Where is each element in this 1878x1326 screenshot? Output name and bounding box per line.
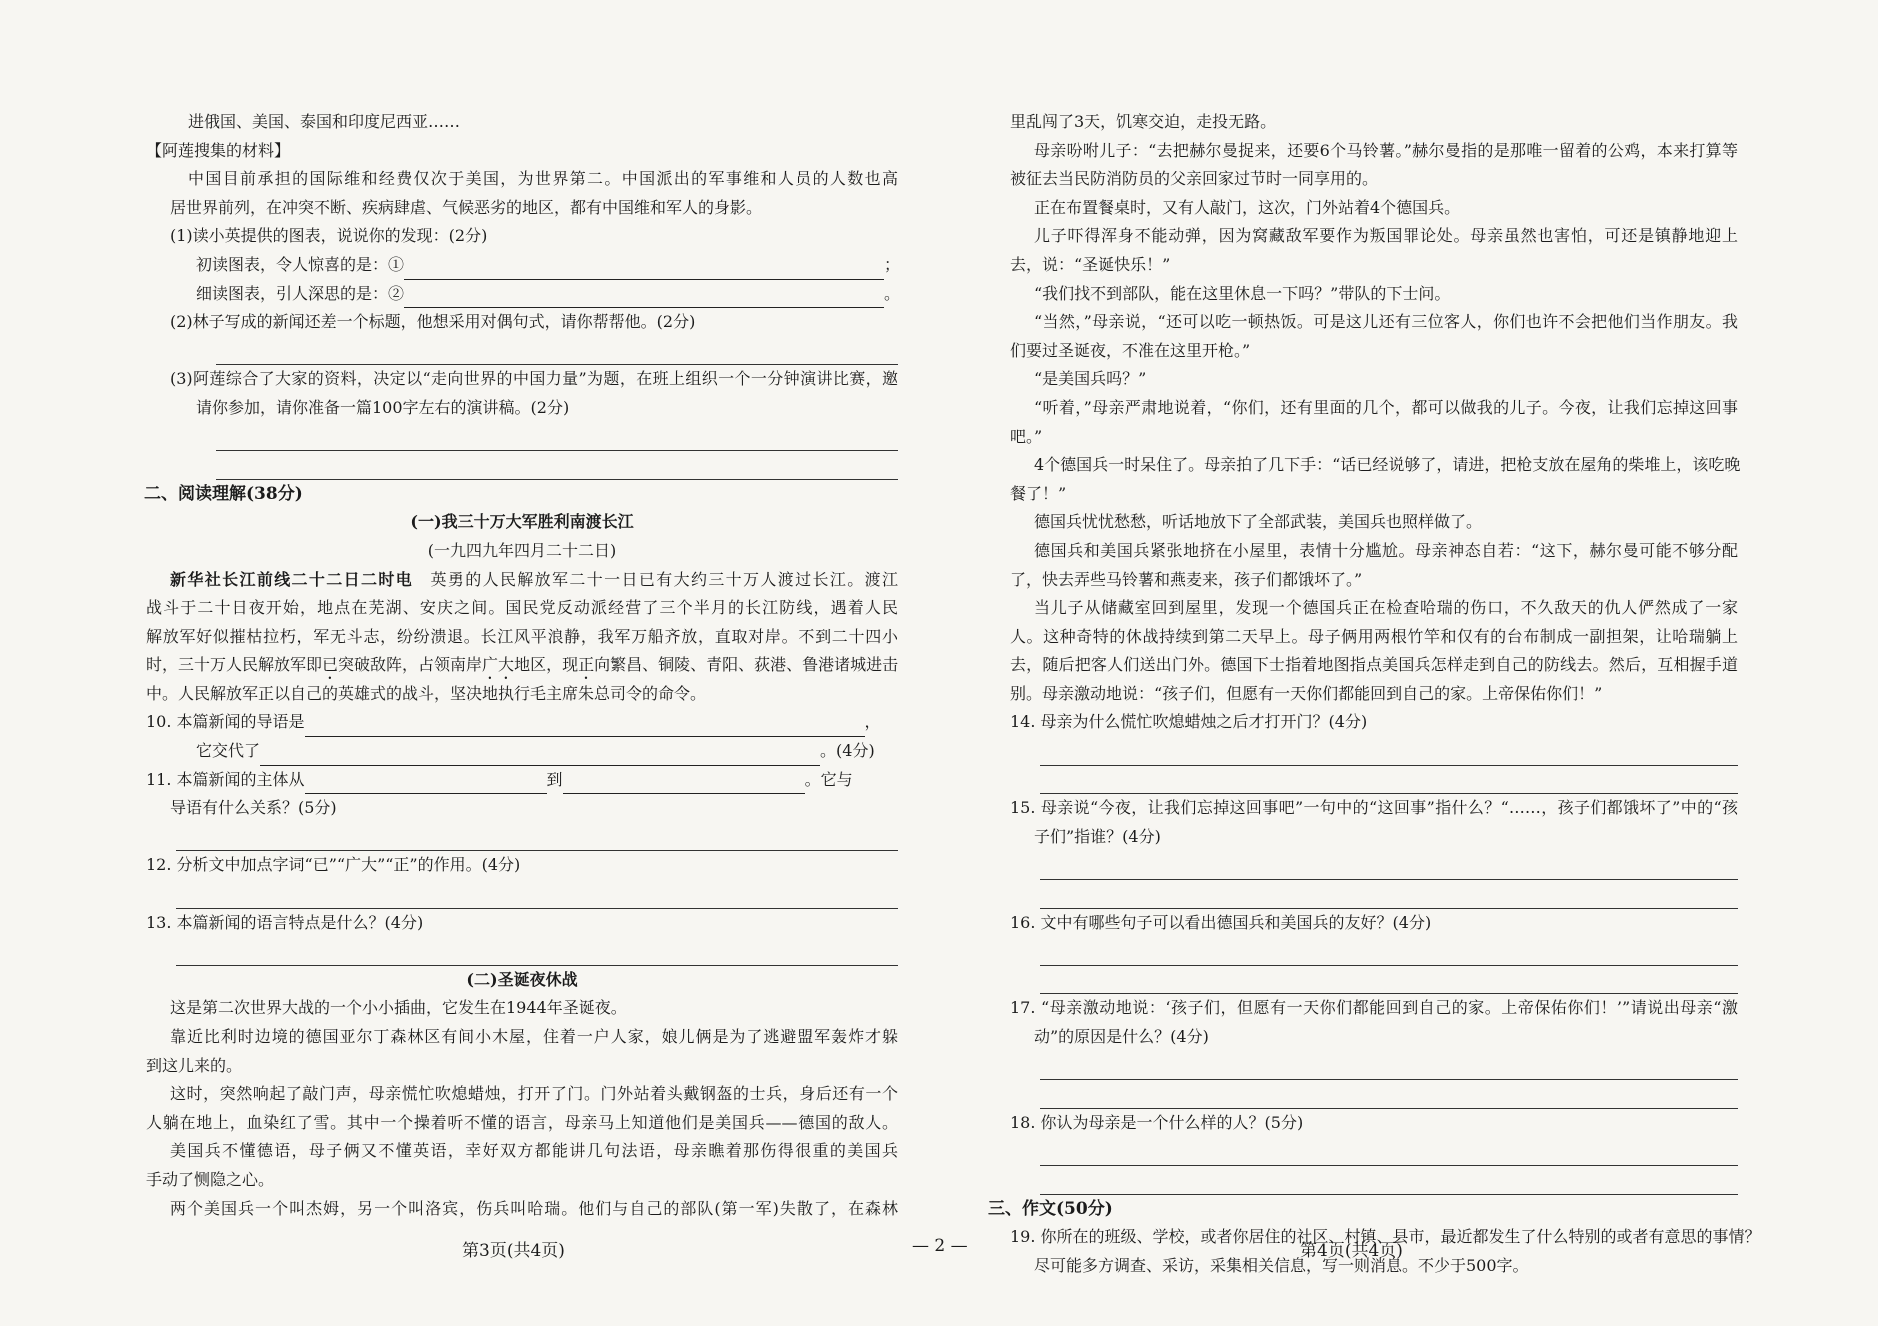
article-1-date: (一九四九年四月二十二日): [427, 540, 617, 560]
answer-line[interactable]: [176, 823, 898, 852]
answer-blank-10b[interactable]: [260, 749, 820, 766]
answer-line[interactable]: [216, 337, 898, 366]
answer-line[interactable]: [1040, 737, 1738, 766]
article-1-line: 战斗于二十日夜开始，地点在芜湖、安庆之间。国民党反动派经营了三个半月的长江防线，遇着人民: [146, 598, 898, 618]
story-line: 了，快去弄些马铃薯和燕麦来，孩子们都饿坏了。”: [1010, 569, 1363, 589]
article-2-line: 这是第二次世界大战的一个小小插曲，它发生在1944年圣诞夜。: [170, 998, 627, 1018]
question-19-prompt: 19. 你所在的班级、学校，或者你居住的社区、村镇、县市，最近都发生了什么特别的或者有意思的事情？: [1010, 1227, 1761, 1247]
story-line: 儿子吓得浑身不能动弹，因为窝藏敌军要作为叛国罪论处。母亲虽然也害怕，可还是镇静地迎上: [1034, 226, 1738, 246]
article-2-line: 到这儿来的。: [146, 1055, 243, 1075]
story-line: 4个德国兵一时呆住了。母亲拍了几下手：“话已经说够了，请进，把枪支放在屋角的柴堆上，该吃晚: [1034, 455, 1741, 475]
article-1-lead: 新华社长江前线二十二日二时电: [170, 569, 414, 589]
answer-line[interactable]: [1040, 937, 1738, 966]
question-11-end: 。它与: [804, 769, 853, 789]
answer-line[interactable]: [1040, 766, 1738, 795]
section-heading-composition: 三、作文(50分): [988, 1198, 1113, 1219]
text-segment: 突破敌阵，占领南岸: [338, 655, 483, 675]
article-2-line: 人躺在地上，血染红了雪。其中一个操着听不懂的语言，母亲马上知道他们是美国兵——德国的敌人。: [146, 1112, 898, 1132]
answer-blank-11a[interactable]: [305, 777, 547, 794]
story-line: 德国兵忧忧愁愁，听话地放下了全部武装，美国兵也照样做了。: [1034, 512, 1483, 532]
answer-line[interactable]: [216, 423, 898, 452]
story-line: 吧。”: [1010, 426, 1043, 446]
question-3-prompt: (3)阿莲综合了大家的资料，决定以“走向世界的中国力量”为题，在班上组织一个一分钟演讲比赛，邀: [170, 369, 898, 389]
question-16-prompt: 16. 文中有哪些句子可以看出德国兵和美国兵的友好？(4分): [1010, 912, 1432, 932]
story-line: 当儿子从储藏室回到屋里，发现一个德国兵正在检查哈瑞的伤口，不久敌天的仇人俨然成了一家: [1034, 598, 1738, 618]
article-2-title: (二)圣诞夜休战: [466, 969, 578, 989]
question-1a-end: ；: [884, 254, 901, 274]
sheet-number: — 2 —: [912, 1236, 968, 1256]
story-line: 别。母亲激动地说：“孩子们，但愿有一天你们都能回到自己的家。上帝保佑你们！”: [1010, 683, 1603, 703]
story-line: 人。这种奇特的休战持续到第二天早上。母子俩用两根竹竿和仅有的台布制成一副担架，让哈瑞躺上: [1010, 626, 1738, 646]
story-line: 德国兵和美国兵紧张地挤在小屋里，表情十分尴尬。母亲神态自若：“这下，赫尔曼可能不够分配: [1034, 540, 1738, 560]
article-1-line: 解放军好似摧枯拉朽，军无斗志，纷纷溃退。长江风平浪静，我军万船齐放，直取对岸。不到二十四小: [146, 626, 898, 646]
story-line: “听着，”母亲严肃地说着，“你们，还有里面的几个，都可以做我的儿子。今夜，让我们忘掉这回事: [1034, 397, 1738, 417]
article-2-line: 手动了恻隐之心。: [146, 1169, 275, 1189]
answer-blank-1b[interactable]: [404, 291, 884, 308]
question-1-prompt: (1)读小英提供的图表，说说你的发现：(2分): [170, 226, 488, 246]
question-18-prompt: 18. 你认为母亲是一个什么样的人？(5分): [1010, 1112, 1304, 1132]
question-10-row: [146, 708, 898, 737]
article-2-line: 这时，突然响起了敲门声，母亲慌忙吹熄蜡烛，打开了门。门外站着头戴钢盔的士兵，身后还有一个: [170, 1084, 898, 1104]
text-segment: 时，三十万人民解放军即: [146, 655, 323, 675]
question-11-cont: 导语有什么关系？(5分): [170, 798, 337, 818]
question-19-prompt: 尽可能多方调查、采访，采集相关信息，写一则消息。不少于500字。: [1034, 1255, 1529, 1275]
alian-material-line: 中国目前承担的国际维和经费仅次于美国，为世界第二。中国派出的军事维和人员的人数也高: [188, 169, 898, 189]
text-segment: 向繁昌、铜陵、青阳、荻港、鲁港诸城进击: [594, 655, 899, 675]
question-1b-row: [146, 280, 901, 309]
answer-line[interactable]: [176, 937, 898, 966]
story-line: 们要过圣诞夜，不准在这里开枪。”: [1010, 340, 1251, 360]
question-15-prompt: 15. 母亲说“今夜，让我们忘掉这回事吧”一句中的“这回事”指什么？“……，孩子们都饿坏了”中的“孩: [1010, 798, 1738, 818]
article-1-line: [146, 566, 898, 595]
story-line: “我们找不到部队，能在这里休息一下吗？”带队的下士问。: [1034, 283, 1451, 303]
answer-blank-1a[interactable]: [404, 263, 884, 280]
question-10b-end: 。(4分): [820, 741, 875, 761]
answer-blank-11b[interactable]: [563, 777, 805, 794]
question-17-prompt: 17. “母亲激动地说：‘孩子们，但愿有一天你们都能回到自己的家。上帝保佑你们！’”请说出母亲“激: [1010, 998, 1738, 1018]
answer-line[interactable]: [1040, 1052, 1738, 1081]
question-12-prompt: 12. 分析文中加点字词“已”“广大”“正”的作用。(4分): [146, 855, 521, 875]
story-line: 里乱闯了3天，饥寒交迫，走投无路。: [1010, 112, 1277, 131]
story-line: 被征去当民防消防员的父亲回家过节时一同享用的。: [1010, 169, 1379, 189]
alian-material-heading: 【阿莲搜集的材料】: [146, 140, 291, 160]
question-10-label: 10. 本篇新闻的导语是: [146, 712, 305, 732]
story-line: 去，说：“圣诞快乐！”: [1010, 254, 1171, 274]
article-1-line: [146, 651, 898, 680]
article-2-line: 美国兵不懂德语，母子俩又不懂英语，幸好双方都能讲几句法语，母亲瞧着那伤得很重的美国兵: [170, 1141, 898, 1161]
article-2-line: 两个美国兵一个叫杰姆，另一个叫洛宾，伤兵叫哈瑞。他们与自己的部队(第一军)失散了，在森林: [170, 1198, 898, 1218]
question-11-label: 11. 本篇新闻的主体从: [146, 769, 305, 789]
dotted-word: 正: [578, 655, 595, 675]
question-17-prompt: 动”的原因是什么？(4分): [1034, 1027, 1209, 1046]
article-1-line: 中。人民解放军正以自己的英雄式的战斗，坚决地执行毛主席朱总司令的命令。: [146, 683, 707, 703]
section-heading-reading: 二、阅读理解(38分): [144, 483, 303, 504]
question-10-end: ，: [864, 712, 881, 732]
answer-line[interactable]: [216, 451, 898, 480]
answer-line[interactable]: [1040, 1080, 1738, 1109]
alian-material-line: 居世界前列，在冲突不断、疾病肆虐、气候恶劣的地区，都有中国维和军人的身影。: [170, 197, 763, 217]
dotted-word: 广大: [482, 655, 515, 675]
question-3-prompt: 请你参加，请你准备一篇100字左右的演讲稿。(2分): [196, 397, 570, 417]
answer-line[interactable]: [1040, 880, 1738, 909]
answer-line[interactable]: [176, 880, 898, 909]
article-1-first: 英勇的人民解放军二十一日已有大约三十万人渡过长江。渡江: [430, 569, 898, 589]
story-line: “是美国兵吗？”: [1034, 369, 1147, 389]
story-line: 去，随后把客人们送出门外。德国下士指着地图指点美国兵怎样走到自己的防线去。然后，互相握手道: [1010, 655, 1738, 675]
question-1b-end: 。: [884, 283, 901, 303]
answer-line[interactable]: [1040, 1137, 1738, 1166]
answer-line[interactable]: [1040, 966, 1738, 995]
text-segment: 地区，现: [514, 655, 579, 675]
answer-line[interactable]: [1040, 1166, 1738, 1195]
question-11-row: [146, 766, 898, 795]
story-line: 餐了！”: [1010, 483, 1067, 503]
question-1a-row: [146, 251, 901, 280]
intro-tail-text: 进俄国、美国、泰国和印度尼西亚……: [188, 112, 461, 131]
question-1b-label: 细读图表，引人深思的是：②: [196, 283, 405, 303]
story-line: 母亲吩咐儿子：“去把赫尔曼捉来，还要6个马铃薯。”赫尔曼指的是那唯一留着的公鸡，本来打算等: [1034, 140, 1738, 160]
right-page: [988, 108, 1761, 1280]
article-2-line: 靠近比利时边境的德国亚尔丁森林区有间小木屋，住着一户人家，娘儿俩是为了逃避盟军轰炸才躲: [170, 1027, 898, 1046]
right-page-number: 第4页(共4页): [1300, 1241, 1403, 1261]
question-13-prompt: 13. 本篇新闻的语言特点是什么？(4分): [146, 912, 424, 932]
question-1a-label: 初读图表，令人惊喜的是：①: [196, 254, 405, 274]
question-10b-label: 它交代了: [196, 741, 261, 761]
question-15-prompt: 子们”指谁？(4分): [1034, 826, 1161, 846]
question-11-mid: 到: [546, 769, 563, 789]
story-line: “当然，”母亲说，“还可以吃一顿热饭。可是这儿还有三位客人，你们也许不会把他们当作朋友。我: [1034, 312, 1738, 332]
answer-blank-10a[interactable]: [305, 720, 865, 737]
story-line: 正在布置餐桌时，又有人敲门，这次，门外站着4个德国兵。: [1034, 197, 1461, 217]
left-page: [144, 108, 901, 1223]
question-2-prompt: (2)林子写成的新闻还差一个标题，他想采用对偶句式，请你帮帮他。(2分): [170, 312, 696, 332]
question-10b-row: [146, 737, 898, 766]
article-1-title: (一)我三十万大军胜利南渡长江: [410, 512, 634, 532]
left-page-number: 第3页(共4页): [462, 1241, 565, 1261]
answer-line[interactable]: [1040, 851, 1738, 880]
dotted-word: 已: [322, 655, 339, 675]
question-14-prompt: 14. 母亲为什么慌忙吹熄蜡烛之后才打开门？(4分): [1010, 712, 1368, 732]
